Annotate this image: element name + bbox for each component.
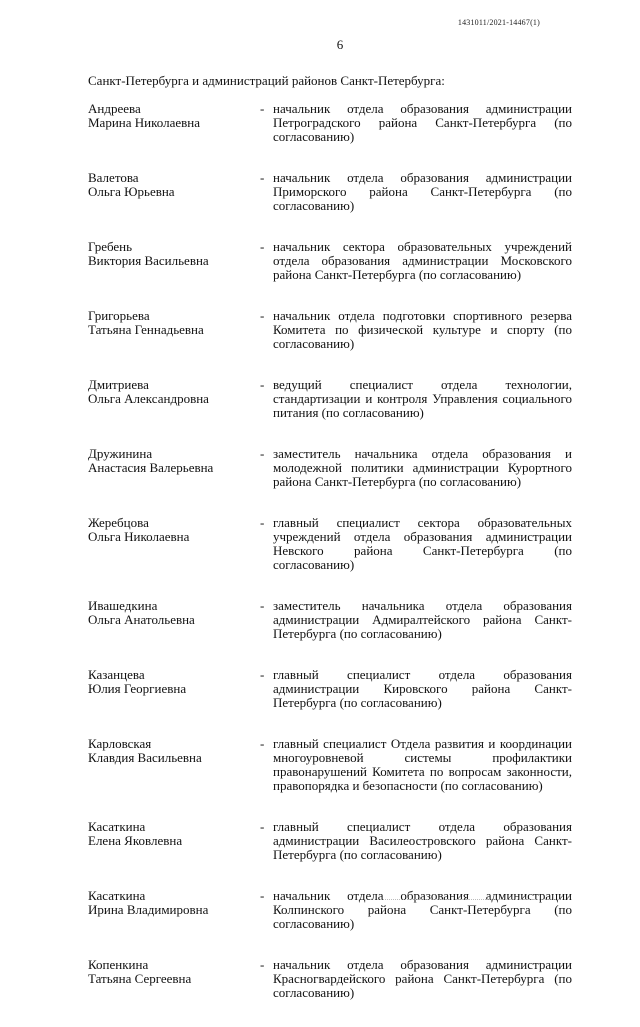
member-entry — [88, 171, 572, 213]
member-role: главный специалист Отдела развития и координации многоуровневой системы профилактики правонарушений Комитета по вопросам законности, правопорядка и безопасности (по согласованию) — [273, 736, 572, 793]
member-role: начальник сектора образовательных учреждений отдела образования администрации Московского района Санкт-Петербурга (по согласованию) — [273, 239, 572, 282]
member-entry — [88, 820, 572, 862]
member-role: заместитель начальника отдела образования администрации Адмиралтейского района Санкт-Петербурга (по согласованию) — [273, 598, 572, 641]
intro-line: Санкт-Петербурга и администраций районов Санкт-Петербурга: — [88, 73, 445, 88]
member-given-names: Ольга Юрьевна — [88, 184, 175, 199]
member-role: начальник отдела образования администрации Красногвардейского района Санкт-Петербурга (по согласованию) — [273, 957, 572, 1000]
member-entry — [88, 668, 572, 710]
page-number: 6 — [336, 37, 344, 52]
entry-dash: - — [260, 819, 265, 834]
member-role: главный специалист отдела образования администрации Василеостровского района Санкт-Петербурга (по согласованию) — [273, 819, 572, 862]
entry-dash: - — [260, 888, 265, 903]
entry-dash: - — [260, 101, 265, 116]
member-role: ведущий специалист отдела технологии, стандартизации и контроля Управления социального питания (по согласованию) — [273, 377, 572, 420]
member-surname: Касаткина — [88, 888, 146, 903]
member-given-names: Елена Яковлевна — [88, 833, 183, 848]
member-role: главный специалист сектора образовательных учреждений отдела образования администрации Невского района Санкт-Петербурга (по согласованию) — [273, 515, 572, 572]
entry-dash: - — [260, 446, 265, 461]
entry-dash: - — [260, 957, 265, 972]
member-given-names: Татьяна Сергеевна — [88, 971, 192, 986]
member-surname: Дмитриева — [88, 377, 149, 392]
member-entry — [88, 378, 572, 420]
member-entry — [88, 240, 572, 282]
member-entry — [88, 309, 572, 351]
member-name — [88, 516, 260, 544]
member-name — [88, 171, 260, 199]
member-entry — [88, 889, 572, 931]
member-role: начальник отдела образования администрации Колпинского района Санкт-Петербурга (по согласованию) — [273, 888, 572, 931]
member-given-names: Татьяна Геннадьевна — [88, 322, 204, 337]
member-entry — [88, 599, 572, 641]
member-entry — [88, 516, 572, 572]
scan-edge-marks — [380, 899, 560, 901]
member-surname: Валетова — [88, 170, 139, 185]
entry-dash: - — [260, 377, 265, 392]
member-given-names: Виктория Васильевна — [88, 253, 209, 268]
member-surname: Ивашедкина — [88, 598, 158, 613]
member-entry — [88, 737, 572, 793]
entry-dash: - — [260, 598, 265, 613]
entry-dash: - — [260, 308, 265, 323]
member-role: заместитель начальника отдела образования и молодежной политики администрации Курортного района Санкт-Петербурга (по согласованию) — [273, 446, 572, 489]
member-surname: Жеребцова — [88, 515, 149, 530]
member-name — [88, 958, 260, 986]
entry-dash: - — [260, 667, 265, 682]
member-given-names: Клавдия Васильевна — [88, 750, 202, 765]
document-registration-number: 1431011/2021-14467(1) — [457, 18, 540, 27]
member-surname: Гребень — [88, 239, 133, 254]
member-surname: Дружинина — [88, 446, 153, 461]
entry-dash: - — [260, 239, 265, 254]
member-role: начальник отдела образования администрации Петроградского района Санкт-Петербурга (по согласованию) — [273, 101, 572, 144]
entry-dash: - — [260, 170, 265, 185]
entry-dash: - — [260, 736, 265, 751]
entry-dash: - — [260, 515, 265, 530]
member-name — [88, 240, 260, 268]
member-surname: Андреева — [88, 101, 141, 116]
member-entry — [88, 958, 572, 1000]
member-name — [88, 668, 260, 696]
member-entry — [88, 102, 572, 144]
member-surname: Казанцева — [88, 667, 145, 682]
member-given-names: Анастасия Валерьевна — [88, 460, 214, 475]
member-role: начальник отдела подготовки спортивного резерва Комитета по физической культуре и спорту (по согласованию) — [273, 308, 572, 351]
member-surname: Карловская — [88, 736, 152, 751]
member-role: начальник отдела образования администрации Приморского района Санкт-Петербурга (по согласованию) — [273, 170, 572, 213]
member-given-names: Ольга Николаевна — [88, 529, 190, 544]
member-list — [88, 102, 572, 1027]
member-name — [88, 378, 260, 406]
member-given-names: Марина Николаевна — [88, 115, 200, 130]
member-name — [88, 309, 260, 337]
member-entry — [88, 447, 572, 489]
member-name — [88, 102, 260, 130]
member-surname: Касаткина — [88, 819, 146, 834]
member-given-names: Ольга Александровна — [88, 391, 209, 406]
member-name — [88, 447, 260, 475]
member-given-names: Ирина Владимировна — [88, 902, 209, 917]
member-name — [88, 820, 260, 848]
member-given-names: Ольга Анатольевна — [88, 612, 195, 627]
member-name — [88, 889, 260, 917]
member-given-names: Юлия Георгиевна — [88, 681, 187, 696]
member-name — [88, 599, 260, 627]
member-surname: Григорьева — [88, 308, 150, 323]
member-surname: Копенкина — [88, 957, 149, 972]
member-role: главный специалист отдела образования администрации Кировского района Санкт-Петербурга (по согласованию) — [273, 667, 572, 710]
member-name — [88, 737, 260, 765]
